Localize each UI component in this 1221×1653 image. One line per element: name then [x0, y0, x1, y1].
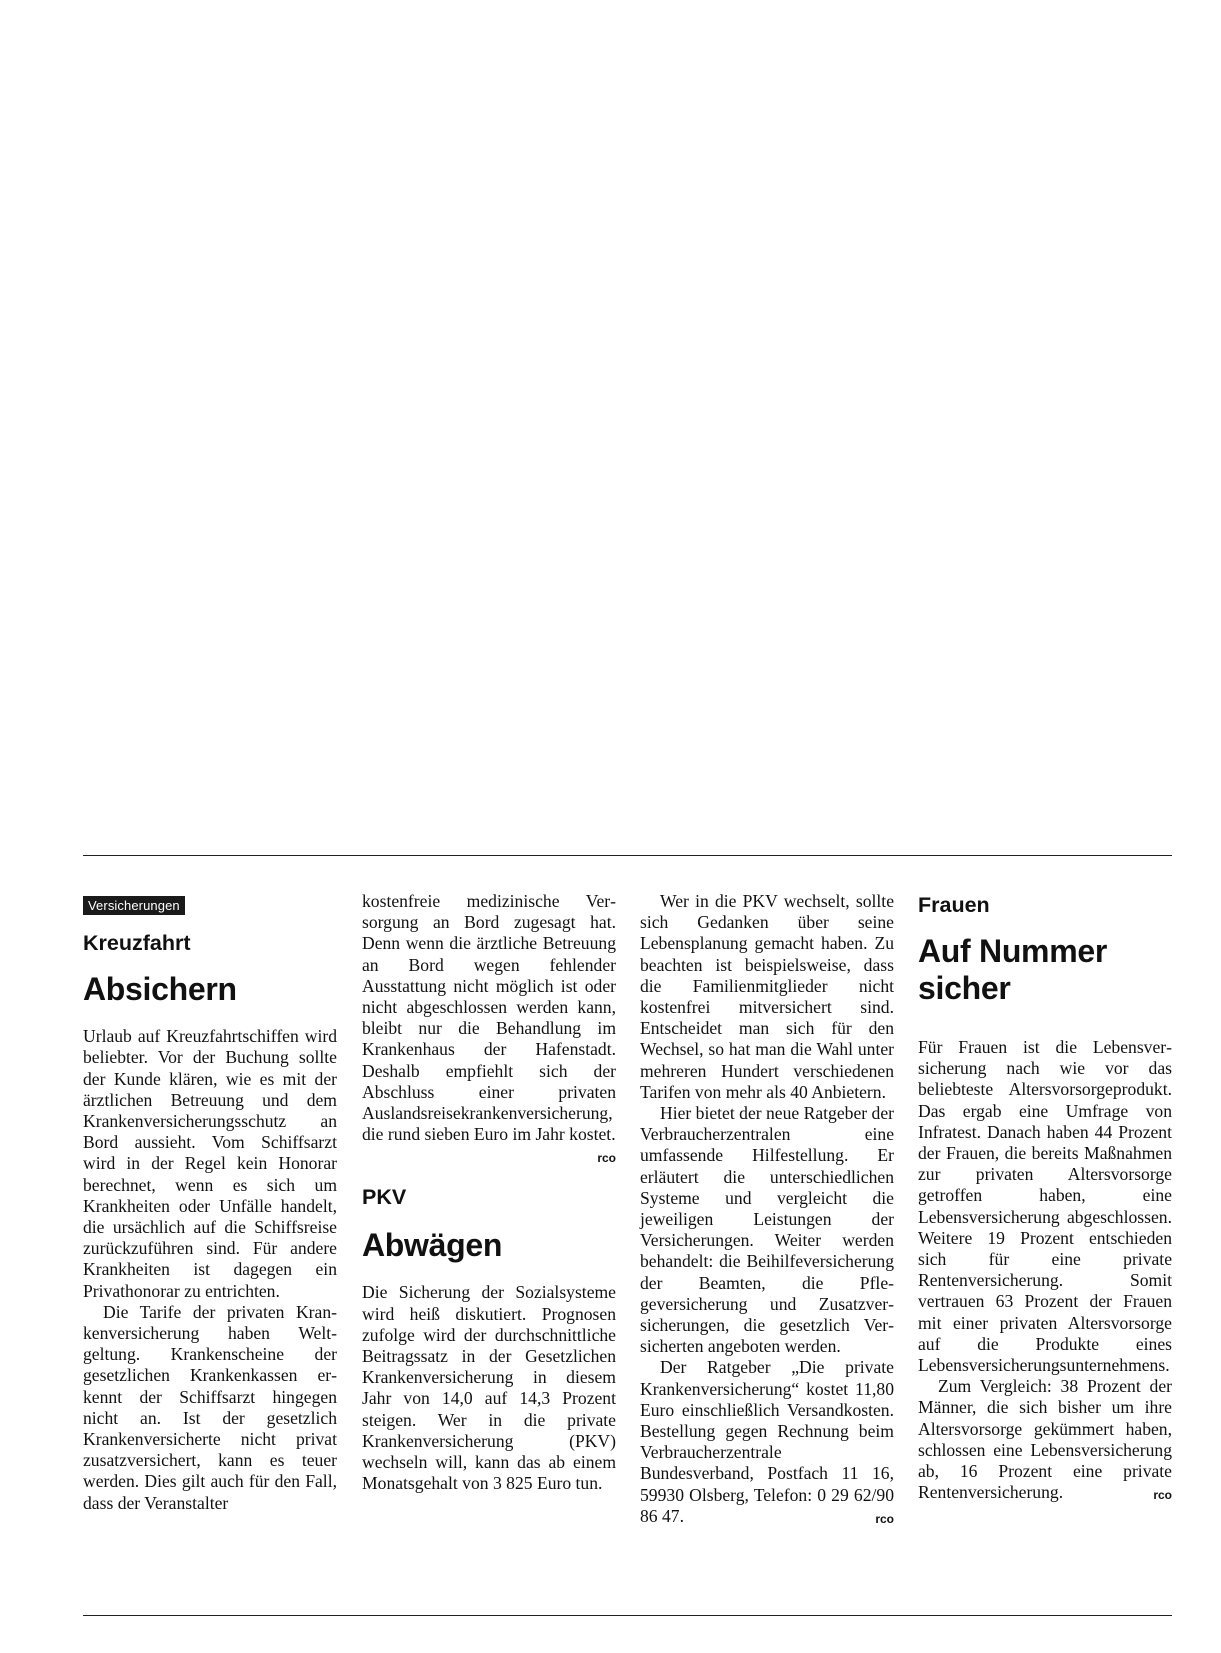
author-signature: rco — [1153, 1488, 1172, 1503]
column-frauen — [918, 891, 1172, 1506]
article-paragraph: Urlaub auf Kreuzfahrtschiffen wird beliebter. Vor der Buchung sollte der Kunde klären, wie es mit der ärztlichen Betreuung und dem Krankenversicherungsschutz an Bord aussieht. Vom Schiffsarzt wird in der Regel kein Honorar berechnet, wenn es sich um Krankheiten oder Unfälle handelt, die ursächlich auf die Schiffsreise zurückzuführen sind. Für andere Krankheiten ist dagegen ein Privathonorar zu entrichten. — [83, 1026, 337, 1301]
headline-absichern: Absichern — [83, 971, 237, 1008]
kicker-kreuzfahrt: Kreuzfahrt — [83, 931, 191, 956]
section-badge: Versicherungen — [83, 896, 185, 915]
article-paragraph: Für Frauen ist die Lebensversicherung nach wie vor das beliebteste Altersvorsorgeprodukt. Das ergab eine Umfrage von Infratest. Danach haben 44 Prozent der Frauen, die bereits Maßnahmen zur privaten Altersvorsorge getroffen haben, eine Lebensversicherung abgeschlossen. Weitere 19 Prozent entschieden sich für eine private Rentenversicherung. Somit vertrauen 63 Prozent der Frauen mit einer privaten Altersvorsorge auf die Produkte eines Lebensversicherungsunternehmens. — [918, 1037, 1172, 1376]
kicker-frauen: Frauen — [918, 893, 990, 917]
headline-auf-nummer-sicher: Auf Nummer sicher — [918, 933, 1108, 1006]
article-paragraph: Hier bietet der neue Ratgeber der Verbraucherzentralen eine umfassende Hilfestellung. Er erläutert die unterschiedlichen Systeme und vergleicht die jeweiligen Leistungen der Versicherungen. Weiter werden behandelt: die Beihilfeversicherung der Beamten, die Pflegeversicherung und Zusatzversicherungen, die gesetzlich Versicherten angeboten werden. — [640, 1103, 894, 1357]
author-signature: rco — [875, 1511, 894, 1526]
headline-abwaegen: Abwägen — [362, 1227, 503, 1264]
column-ratgeber — [640, 891, 894, 1530]
article-paragraph: Die Sicherung der Sozialsysteme wird heiß diskutiert. Prognosen zufolge wird der durchschnittliche Beitragssatz in der Gesetzlichen Krankenversicherung in diesem Jahr von 14,0 auf 14,3 Prozent steigen. Wer in die private Krankenversicherung (PKV) wechseln will, kann das ab einem Monatsgehalt von 3 825 Euro tun. — [362, 1282, 616, 1494]
article-paragraph: Die Tarife der privaten Krankenversicherung haben Weltgeltung. Krankenscheine der gesetzlichen Krankenkassen erkennt der Schiffsarzt hingegen nicht an. Ist der gesetzlich Krankenversicherte nicht privat zusatzversichert, kann es teuer werden. Dies gilt auch für den Fall, dass der Veranstalter — [83, 1301, 337, 1513]
article-paragraph: Der Ratgeber „Die private Krankenversicherung“ kostet 11,80 Euro einschließlich Versandkosten. Bestellung gegen Rechnung beim Verbraucherzentrale Bundesverband, Postfach 11 16, 59930 Olsberg, Telefon: 0 29 62/90 86 47. rco — [640, 1357, 894, 1527]
column-pkv — [362, 891, 616, 1494]
top-rule — [83, 855, 1172, 856]
article-paragraph: kostenfreie medizinische Versorgung an Bord zugesagt hat. Denn wenn die ärztliche Betreuung an Bord wegen fehlender Ausstattung nicht möglich ist oder nicht abgeschlossen werden kann, bleibt nur die Behandlung im Krankenhaus der Hafenstadt. Deshalb empfiehlt sich der Abschluss einer privaten Auslandsreisekrankenversicherung, die rund sieben Euro im Jahr kostet. rco — [362, 891, 616, 1145]
article-paragraph: Wer in die PKV wechselt, sollte sich Gedanken über seine Lebensplanung gemacht haben. Zu beachten ist beispielsweise, dass die Familienmitglieder nicht kostenfrei mitversichert sind. Entscheidet man sich für den Wechsel, so hat man die Wahl unter mehreren Hundert verschiedenen Tarifen von mehr als 40 Anbietern. — [640, 891, 894, 1102]
author-signature: rco — [597, 1151, 616, 1166]
article-paragraph: Zum Vergleich: 38 Prozent der Männer, die sich bisher um ihre Altersvorsorge gekümmert haben, schlossen eine Lebensversicherung ab, 16 Prozent eine private Rentenversicherung. rco — [918, 1376, 1172, 1503]
bottom-rule — [83, 1615, 1172, 1616]
column-kreuzfahrt — [83, 894, 337, 1514]
kicker-pkv: PKV — [362, 1185, 407, 1210]
